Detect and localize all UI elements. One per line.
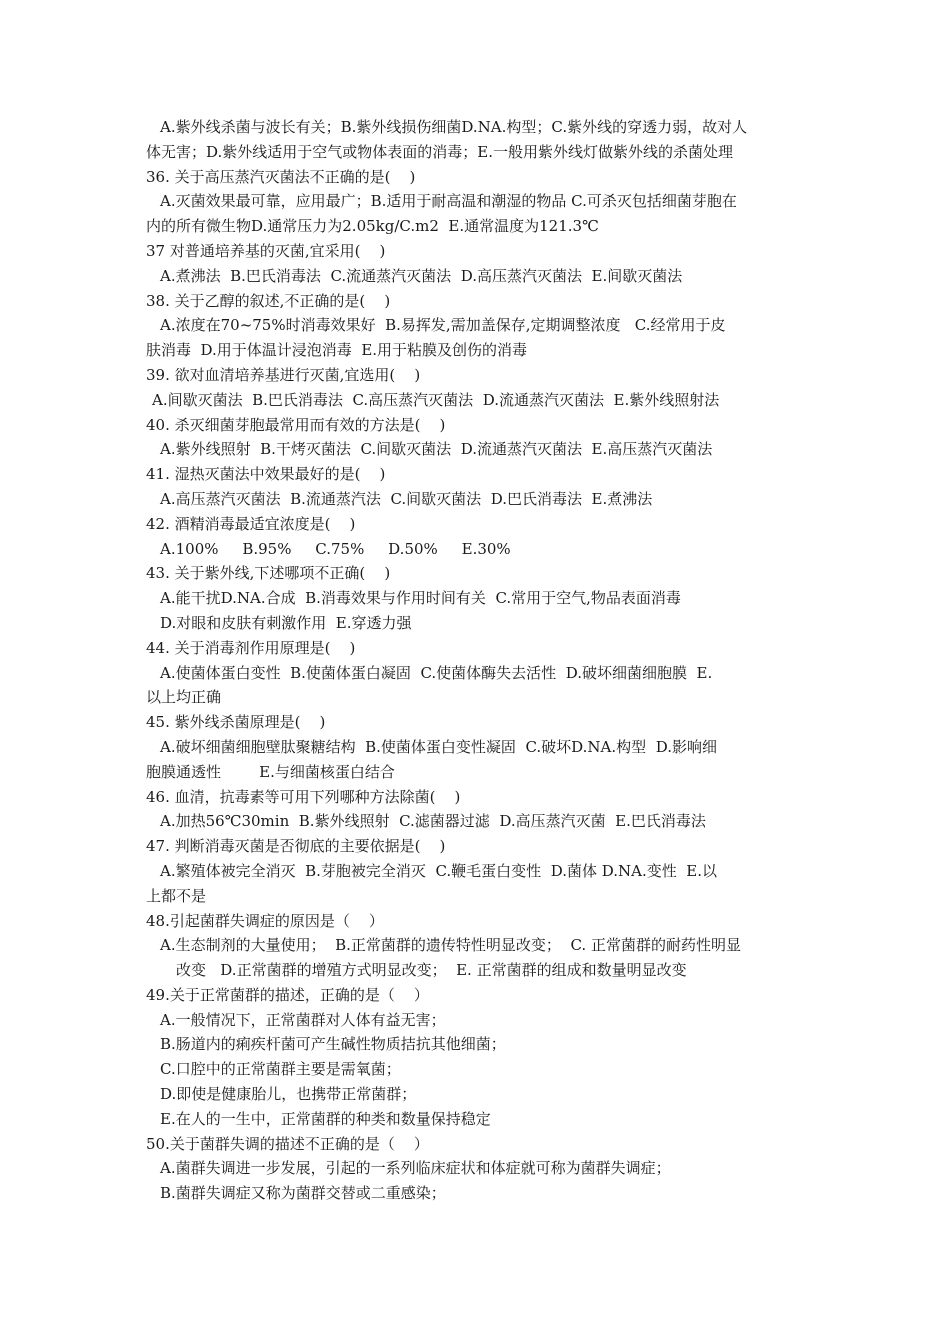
text-line: A.一般情况下，正常菌群对人体有益无害； xyxy=(160,1010,446,1029)
question-text-body xyxy=(146,115,810,1206)
text-line: A.破坏细菌细胞壁肽聚糖结构 B.使菌体蛋白变性凝固 C.破坏D.NA.构型 D.影响细 xyxy=(160,737,717,756)
text-line: A.浓度在70~75%时消毒效果好 B.易挥发,需加盖保存,定期调整浓度 C.经常用于皮 xyxy=(160,316,726,335)
text-line: 42. 酒精消毒最适宜浓度是( ) xyxy=(146,514,356,533)
text-line: A.间歇灭菌法 B.巴氏消毒法 C.高压蒸汽灭菌法 D.流通蒸汽灭菌法 E.紫外线照射法 xyxy=(152,390,720,409)
text-line: 45. 紫外线杀菌原理是( ) xyxy=(146,713,326,732)
text-line: A.煮沸法 B.巴氏消毒法 C.流通蒸汽灭菌法 D.高压蒸汽灭菌法 E.间歇灭菌法 xyxy=(160,266,683,285)
text-line: D.即使是健康胎儿，也携带正常菌群； xyxy=(160,1085,417,1104)
text-line: B.菌群失调症又称为菌群交替或二重感染； xyxy=(160,1184,446,1203)
text-line: 49.关于正常菌群的描述，正确的是（ ） xyxy=(146,985,429,1004)
text-line: A.菌群失调进一步发展，引起的一系列临床症状和体症就可称为菌群失调症； xyxy=(160,1159,671,1178)
text-line: 改变 D.正常菌群的增殖方式明显改变； E. 正常菌群的组成和数量明显改变 xyxy=(176,961,687,980)
text-line: 内的所有微生物D.通常压力为2.05kg/C.m2 E.通常温度为121.3℃ xyxy=(146,217,599,236)
text-line: 48.引起菌群失调症的原因是（ ） xyxy=(146,911,384,930)
text-line: E.在人的一生中，正常菌群的种类和数量保持稳定 xyxy=(160,1109,491,1128)
text-line: 上都不是 xyxy=(146,886,207,905)
text-line: 体无害；D.紫外线适用于空气或物体表面的消毒；E.一般用紫外线灯做紫外线的杀菌处理 xyxy=(146,142,733,161)
text-line: A.高压蒸汽灭菌法 B.流通蒸汽法 C.间歇灭菌法 D.巴氏消毒法 E.煮沸法 xyxy=(160,489,653,508)
text-line: A.100% B.95% C.75% D.50% E.30% xyxy=(160,539,511,558)
text-line: D.对眼和皮肤有刺激作用 E.穿透力强 xyxy=(160,613,412,632)
text-line: A.生态制剂的大量使用； B.正常菌群的遗传特性明显改变； C. 正常菌群的耐药性明显 xyxy=(160,936,741,955)
text-line: 胞膜通透性 E.与细菌核蛋白结合 xyxy=(146,762,395,781)
text-line: A.紫外线照射 B.干烤灭菌法 C.间歇灭菌法 D.流通蒸汽灭菌法 E.高压蒸汽灭菌法 xyxy=(160,440,713,459)
text-line: A.加热56℃30min B.紫外线照射 C.滤菌器过滤 D.高压蒸汽灭菌 E.巴氏消毒法 xyxy=(160,812,706,831)
text-line: 39. 欲对血清培养基进行灭菌,宜选用( ) xyxy=(146,365,421,384)
text-line: 50.关于菌群失调的描述不正确的是（ ） xyxy=(146,1134,429,1153)
text-line: A.紫外线杀菌与波长有关；B.紫外线损伤细菌D.NA.构型；C.紫外线的穿透力弱，故对人 xyxy=(160,118,748,136)
text-line: 36. 关于高压蒸汽灭菌法不正确的是( ) xyxy=(146,167,416,186)
text-line: 38. 关于乙醇的叙述,不正确的是( ) xyxy=(146,291,391,310)
text-line: 以上均正确 xyxy=(146,688,222,707)
text-line: B.肠道内的痢疾杆菌可产生碱性物质拮抗其他细菌； xyxy=(160,1035,506,1054)
text-line: 41. 湿热灭菌法中效果最好的是( ) xyxy=(146,465,386,484)
text-line: 46. 血清，抗毒素等可用下列哪种方法除菌( ) xyxy=(146,787,461,806)
text-line: A.繁殖体被完全消灭 B.芽胞被完全消灭 C.鞭毛蛋白变性 D.菌体 D.NA.变性 E.以 xyxy=(160,861,717,880)
text-line: 37 对普通培养基的灭菌,宜采用( ) xyxy=(146,241,386,260)
text-line: A.能干扰D.NA.合成 B.消毒效果与作用时间有关 C.常用于空气,物品表面消毒 xyxy=(160,589,681,608)
text-line: 肤消毒 D.用于体温计浸泡消毒 E.用于粘膜及创伤的消毒 xyxy=(146,341,528,360)
text-line: A.使菌体蛋白变性 B.使菌体蛋白凝固 C.使菌体酶失去活性 D.破坏细菌细胞膜 E. xyxy=(160,663,713,682)
text-line: 40. 杀灭细菌芽胞最常用而有效的方法是( ) xyxy=(146,415,446,434)
text-line: 44. 关于消毒剂作用原理是( ) xyxy=(146,638,356,657)
text-line: C.口腔中的正常菌群主要是需氧菌； xyxy=(160,1060,401,1079)
text-line: A.灭菌效果最可靠，应用最广；B.适用于耐高温和潮湿的物品 C.可杀灭包括细菌芽胞在 xyxy=(160,192,737,211)
text-line: 43. 关于紫外线,下述哪项不正确( ) xyxy=(146,564,391,583)
text-line: 47. 判断消毒灭菌是否彻底的主要依据是( ) xyxy=(146,837,446,856)
